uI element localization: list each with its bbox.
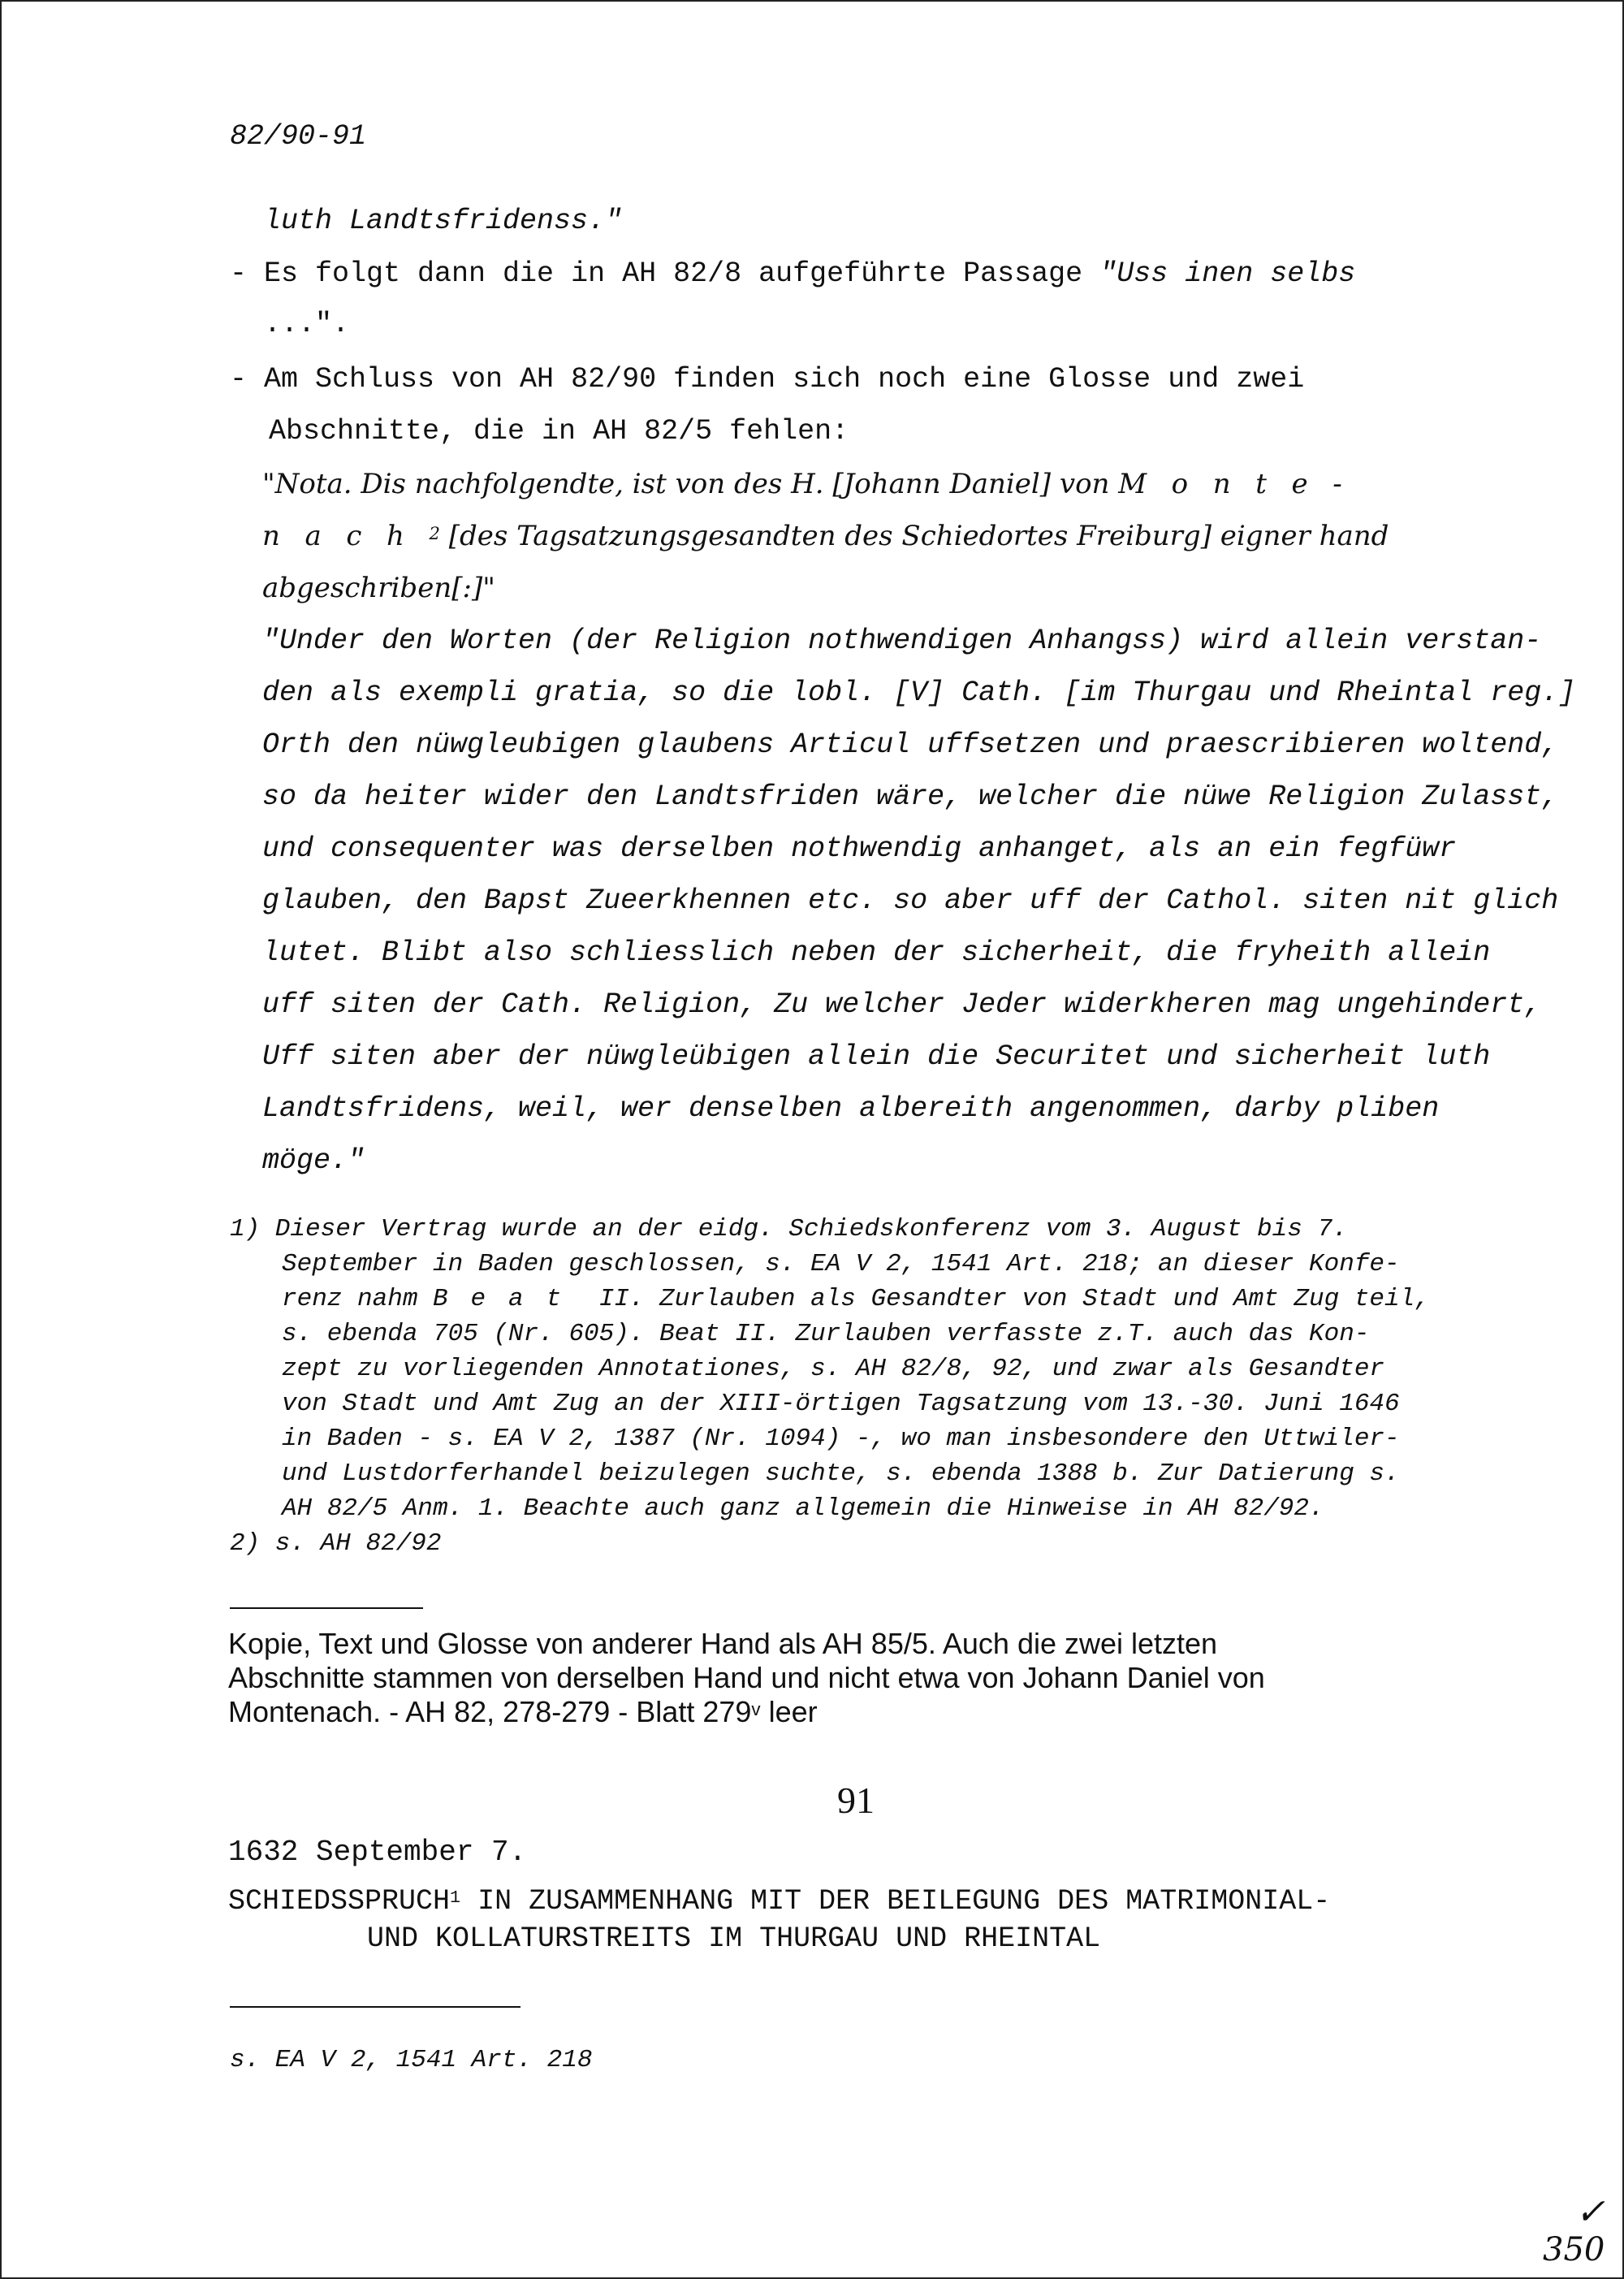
footnote-1-line-3-text-a: renz nahm xyxy=(282,1285,434,1313)
footnote-ref-2: 2 xyxy=(429,522,440,543)
copy-note-line-3-end: leer xyxy=(760,1695,818,1728)
footnote-1-line-5: zept zu vorliegenden Annotationes, s. AH 82/8, 92, und zwar als Gesandter xyxy=(282,1355,1385,1383)
entry-title-line-1 xyxy=(228,1884,1330,1918)
footnote-1-line-4: s. ebenda 705 (Nr. 605). Beat II. Zurlauben verfasste z.T. auch das Kon- xyxy=(282,1320,1370,1348)
footnote-1-line-2: September in Baden geschlossen, s. EA V 2, 1541 Art. 218; an dieser Konfe- xyxy=(282,1250,1400,1278)
under-line-2: den als exempli gratia, so die lobl. [V] Cath. [im Thurgau und Rheintal reg.] xyxy=(262,677,1576,709)
under-line-5: und consequenter was derselben nothwendig anhanget, als an ein fegfüwr xyxy=(262,832,1457,865)
bullet-passage-ellipsis: ...". xyxy=(264,308,350,340)
entry-footnote: s. EA V 2, 1541 Art. 218 xyxy=(230,2046,593,2074)
copy-note-line-3 xyxy=(228,1695,818,1729)
copy-note-line-2: Abschnitte stammen von derselben Hand und nicht etwa von Johann Daniel von xyxy=(228,1661,1265,1694)
under-line-6: glauben, den Bapst Zueerkhennen etc. so aber uff der Cathol. siten nit glich xyxy=(262,884,1559,917)
bullet-passage-line xyxy=(230,257,1355,291)
check-mark: ✓ xyxy=(1575,2191,1605,2233)
footnote-1-line-8: und Lustdorferhandel beizulegen suchte, s. ebenda 1388 b. Zur Datierung s. xyxy=(282,1460,1400,1488)
under-line-10: Landtsfridens, weil, wer denselben albereith angenommen, darby pliben xyxy=(262,1092,1440,1125)
nota-line-2-spaced: nach xyxy=(262,520,430,552)
separator-rule-1 xyxy=(230,1607,423,1609)
nota-line-2-text: [des Tagsatzungsgesandten des Schiedortes Freiburg] eigner hand xyxy=(439,520,1389,552)
footnote-1-line-6: von Stadt und Amt Zug an der XIII-örtigen Tagsatzung vom 13.-30. Juni 1646 xyxy=(282,1390,1400,1418)
page-number-handwritten: 350 xyxy=(1543,2231,1605,2268)
under-line-4: so da heiter wider den Landtsfriden wäre, welcher die nüwe Religion Zulasst, xyxy=(262,781,1559,813)
quote-end-line: luth Landtsfridenss." xyxy=(264,205,623,237)
entry-title-text-a: SCHIEDSSPRUCH xyxy=(228,1885,451,1918)
copy-note-line-1: Kopie, Text und Glosse von anderer Hand als AH 85/5. Auch die zwei letzten xyxy=(228,1627,1218,1660)
under-line-1: "Under den Worten (der Religion nothwendigen Anhangss) wird allein verstan- xyxy=(262,625,1542,657)
page-reference: 82/90-91 xyxy=(230,120,367,153)
copy-note-line-3-text: Montenach. - AH 82, 278-279 - Blatt 279 xyxy=(228,1695,752,1728)
footnote-1-line-9: AH 82/5 Anm. 1. Beachte auch ganz allgemein die Hinweise in AH 82/92. xyxy=(282,1494,1324,1523)
footnote-1-line-1: 1) Dieser Vertrag wurde an der eidg. Schiedskonferenz vom 3. August bis 7. xyxy=(230,1215,1348,1243)
footnote-1-line-3-text-b: II. Zurlauben als Gesandter von Stadt und Amt Zug teil, xyxy=(584,1285,1430,1313)
nota-line-1-spaced: Monte- xyxy=(1118,468,1367,500)
under-line-11: möge." xyxy=(262,1144,365,1177)
bullet-passage-quote: "Uss inen selbs xyxy=(1099,257,1356,290)
footnote-2: 2) s. AH 82/92 xyxy=(230,1529,442,1558)
bullet-glosse-line-2: Abschnitte, die in AH 82/5 fehlen: xyxy=(269,415,849,448)
entry-title-text-b: IN ZUSAMMENHANG MIT DER BEILEGUNG DES MATRIMONIAL- xyxy=(460,1885,1331,1918)
nota-line-2 xyxy=(262,519,1389,553)
separator-rule-2 xyxy=(230,2006,520,2008)
footnote-1-line-7: in Baden - s. EA V 2, 1387 (Nr. 1094) -, wo man insbesondere den Uttwiler- xyxy=(282,1425,1400,1453)
footnote-ref-1: 1 xyxy=(450,1888,461,1909)
under-line-7: lutet. Blibt also schliesslich neben der sicherheit, die fryheith allein xyxy=(262,936,1491,969)
footnote-1-spaced-name: Beat xyxy=(433,1285,585,1313)
nota-line-3: abgeschriben[:]" xyxy=(262,572,495,604)
under-line-3: Orth den nüwgleubigen glaubens Articul uffsetzen und praescribieren woltend, xyxy=(262,729,1559,761)
under-line-9: Uff siten aber der nüwgleübigen allein die Securitet und sicherheit luth xyxy=(262,1040,1491,1073)
bullet-passage-text: - Es folgt dann die in AH 82/8 aufgeführte Passage xyxy=(230,257,1100,290)
entry-date: 1632 September 7. xyxy=(228,1836,527,1869)
verso-superscript: v xyxy=(751,1699,761,1720)
bullet-glosse-line-1: - Am Schluss von AH 82/90 finden sich noch eine Glosse und zwei xyxy=(230,363,1305,396)
footnote-1-line-3 xyxy=(282,1282,1430,1317)
under-line-8: uff siten der Cath. Religion, Zu welcher Jeder widerkheren mag ungehindert, xyxy=(262,988,1542,1021)
nota-line-1-text: "Nota. Dis nachfolgendte, ist von des H. [Johann Daniel] von xyxy=(262,468,1119,500)
entry-title-line-2: UND KOLLATURSTREITS IM THURGAU UND RHEINTAL xyxy=(367,1922,1101,1955)
entry-number: 91 xyxy=(837,1780,875,1821)
nota-line-1 xyxy=(262,467,1367,501)
